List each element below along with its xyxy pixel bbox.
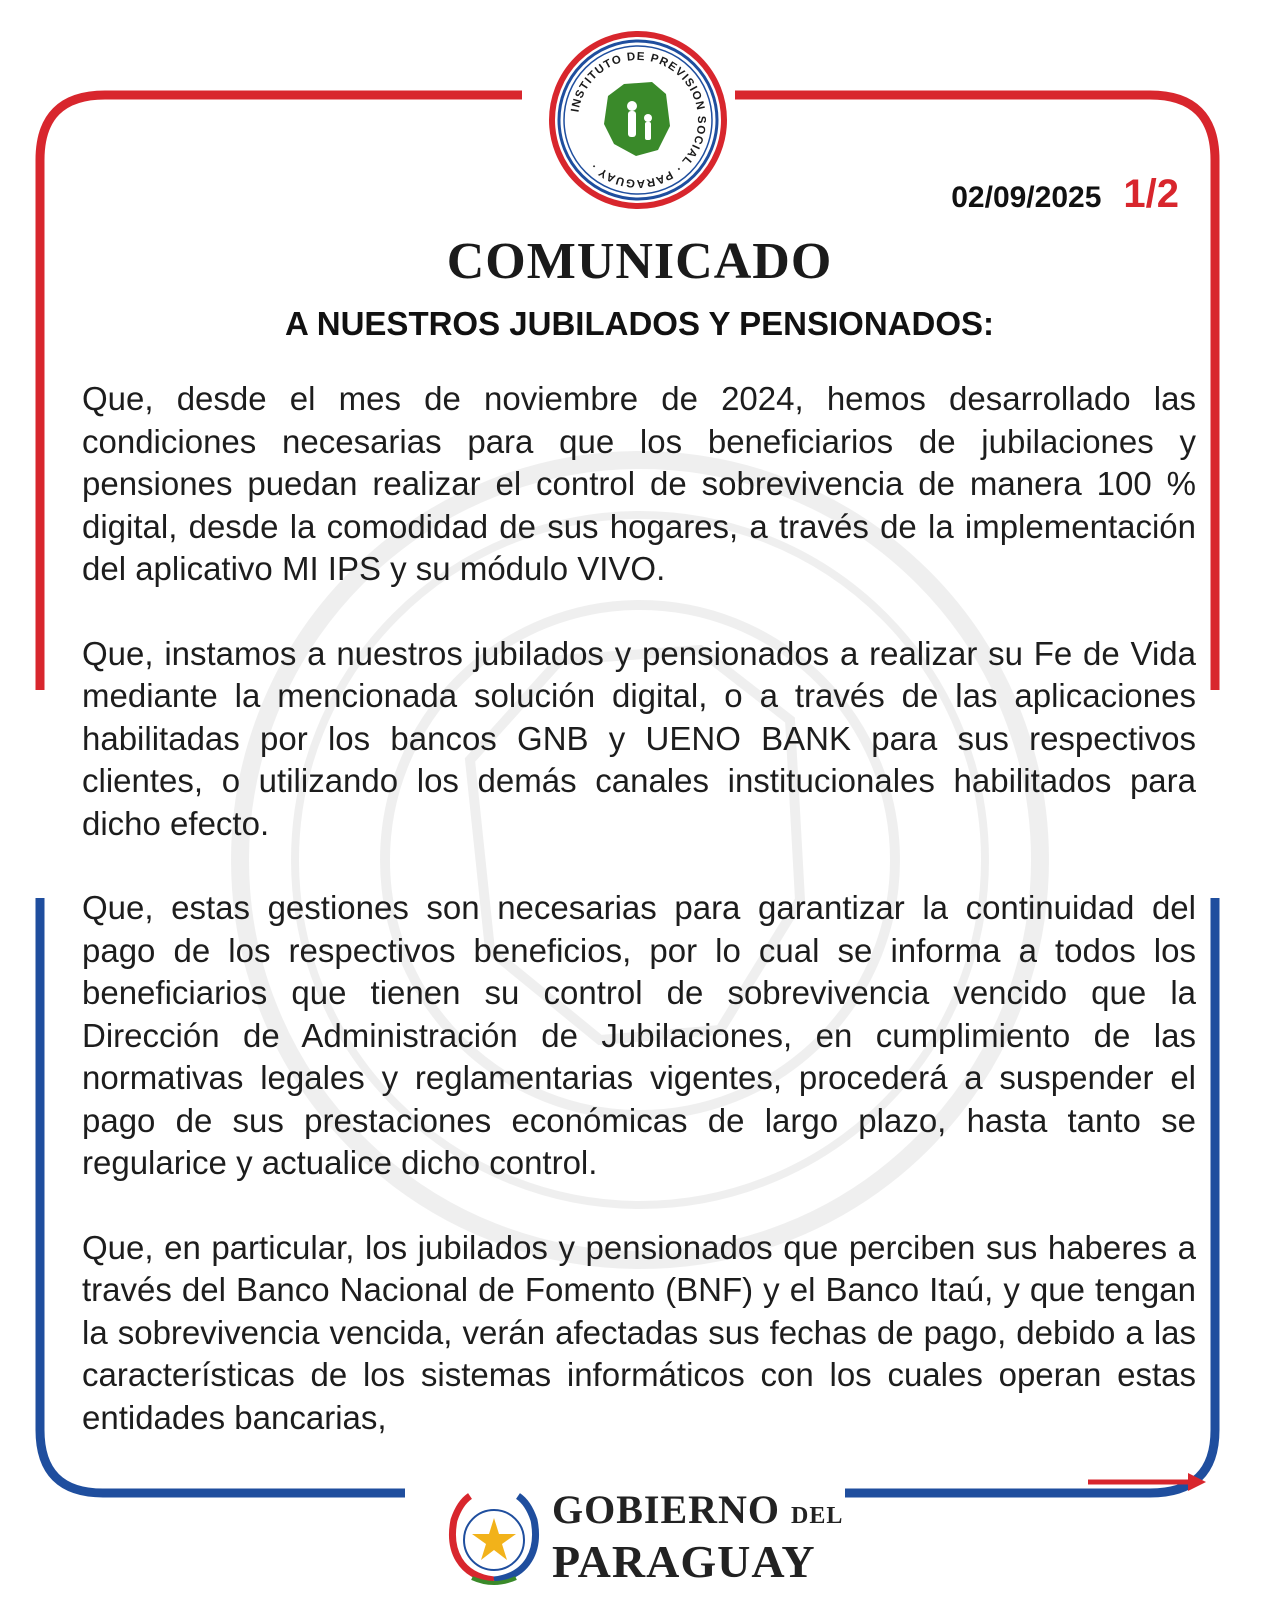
gov-line-1 bbox=[552, 1488, 843, 1538]
gov-word-paraguay: PARAGUAY bbox=[552, 1536, 816, 1587]
paragraph-1: Que, desde el mes de noviembre de 2024, hemos desarrollado las condiciones necesarias para que los beneficiarios de jubilaciones y pensiones puedan realizar el control de sobrevivencia de manera 100 % digital, desde la comodidad de sus hogares, a través de la implementación del aplicativo MI IPS y su módulo VIVO. bbox=[82, 380, 1196, 587]
government-wordmark bbox=[552, 1488, 843, 1586]
document-title: COMUNICADO bbox=[446, 233, 833, 290]
paragraph-4: Que, en particular, los jubilados y pensionados que perciben sus haberes a través del Banco Nacional de Fomento (BNF) y el Banco Itaú, y que tengan la sobrevivencia vencida, verán afectadas sus fechas de pago, debido a las características de los sistemas informáticos con los cuales operan estas entidades bancarias, bbox=[82, 1228, 1196, 1436]
gov-word-del: DEL bbox=[791, 1503, 844, 1529]
seal-text: INSTITUTO DE PREVISION SOCIAL · PARAGUAY · bbox=[569, 50, 708, 190]
header-dateline bbox=[951, 172, 1179, 217]
paragraph-3: Que, estas gestiones son necesarias para garantizar la continuidad del pago de los respectivos beneficios, por lo cual se informa a todos los beneficiarios que tienen su control de sobrevivencia vencido que la Dirección de Administración de Jubilaciones, en cumplimiento de las normativas legales y reglamentarias vigentes, procederá a suspender el pago de sus prestaciones económicas de largo plazo, hasta tanto se regularice y actualice dicho control. bbox=[82, 889, 1196, 1181]
right-arrow-icon bbox=[1088, 1470, 1206, 1494]
document-subtitle: A NUESTROS JUBILADOS Y PENSIONADOS: bbox=[284, 305, 994, 342]
page-number: 1/2 bbox=[1123, 172, 1179, 216]
document-date: 02/09/2025 bbox=[951, 181, 1102, 214]
national-coat-of-arms-icon bbox=[442, 1490, 546, 1590]
gov-word-gobierno: GOBIERNO bbox=[552, 1487, 781, 1532]
ips-seal-icon bbox=[548, 30, 728, 210]
paragraph-2: Que, instamos a nuestros jubilados y pensionados a realizar su Fe de Vida mediante la mencionada solución digital, o a través de las aplicaciones habilitadas por los bancos GNB y UENO BANK para sus respectivos clientes, o utilizando los demás canales institucionales habilitados para dicho efecto. bbox=[82, 634, 1196, 842]
document-body bbox=[82, 378, 1196, 1481]
